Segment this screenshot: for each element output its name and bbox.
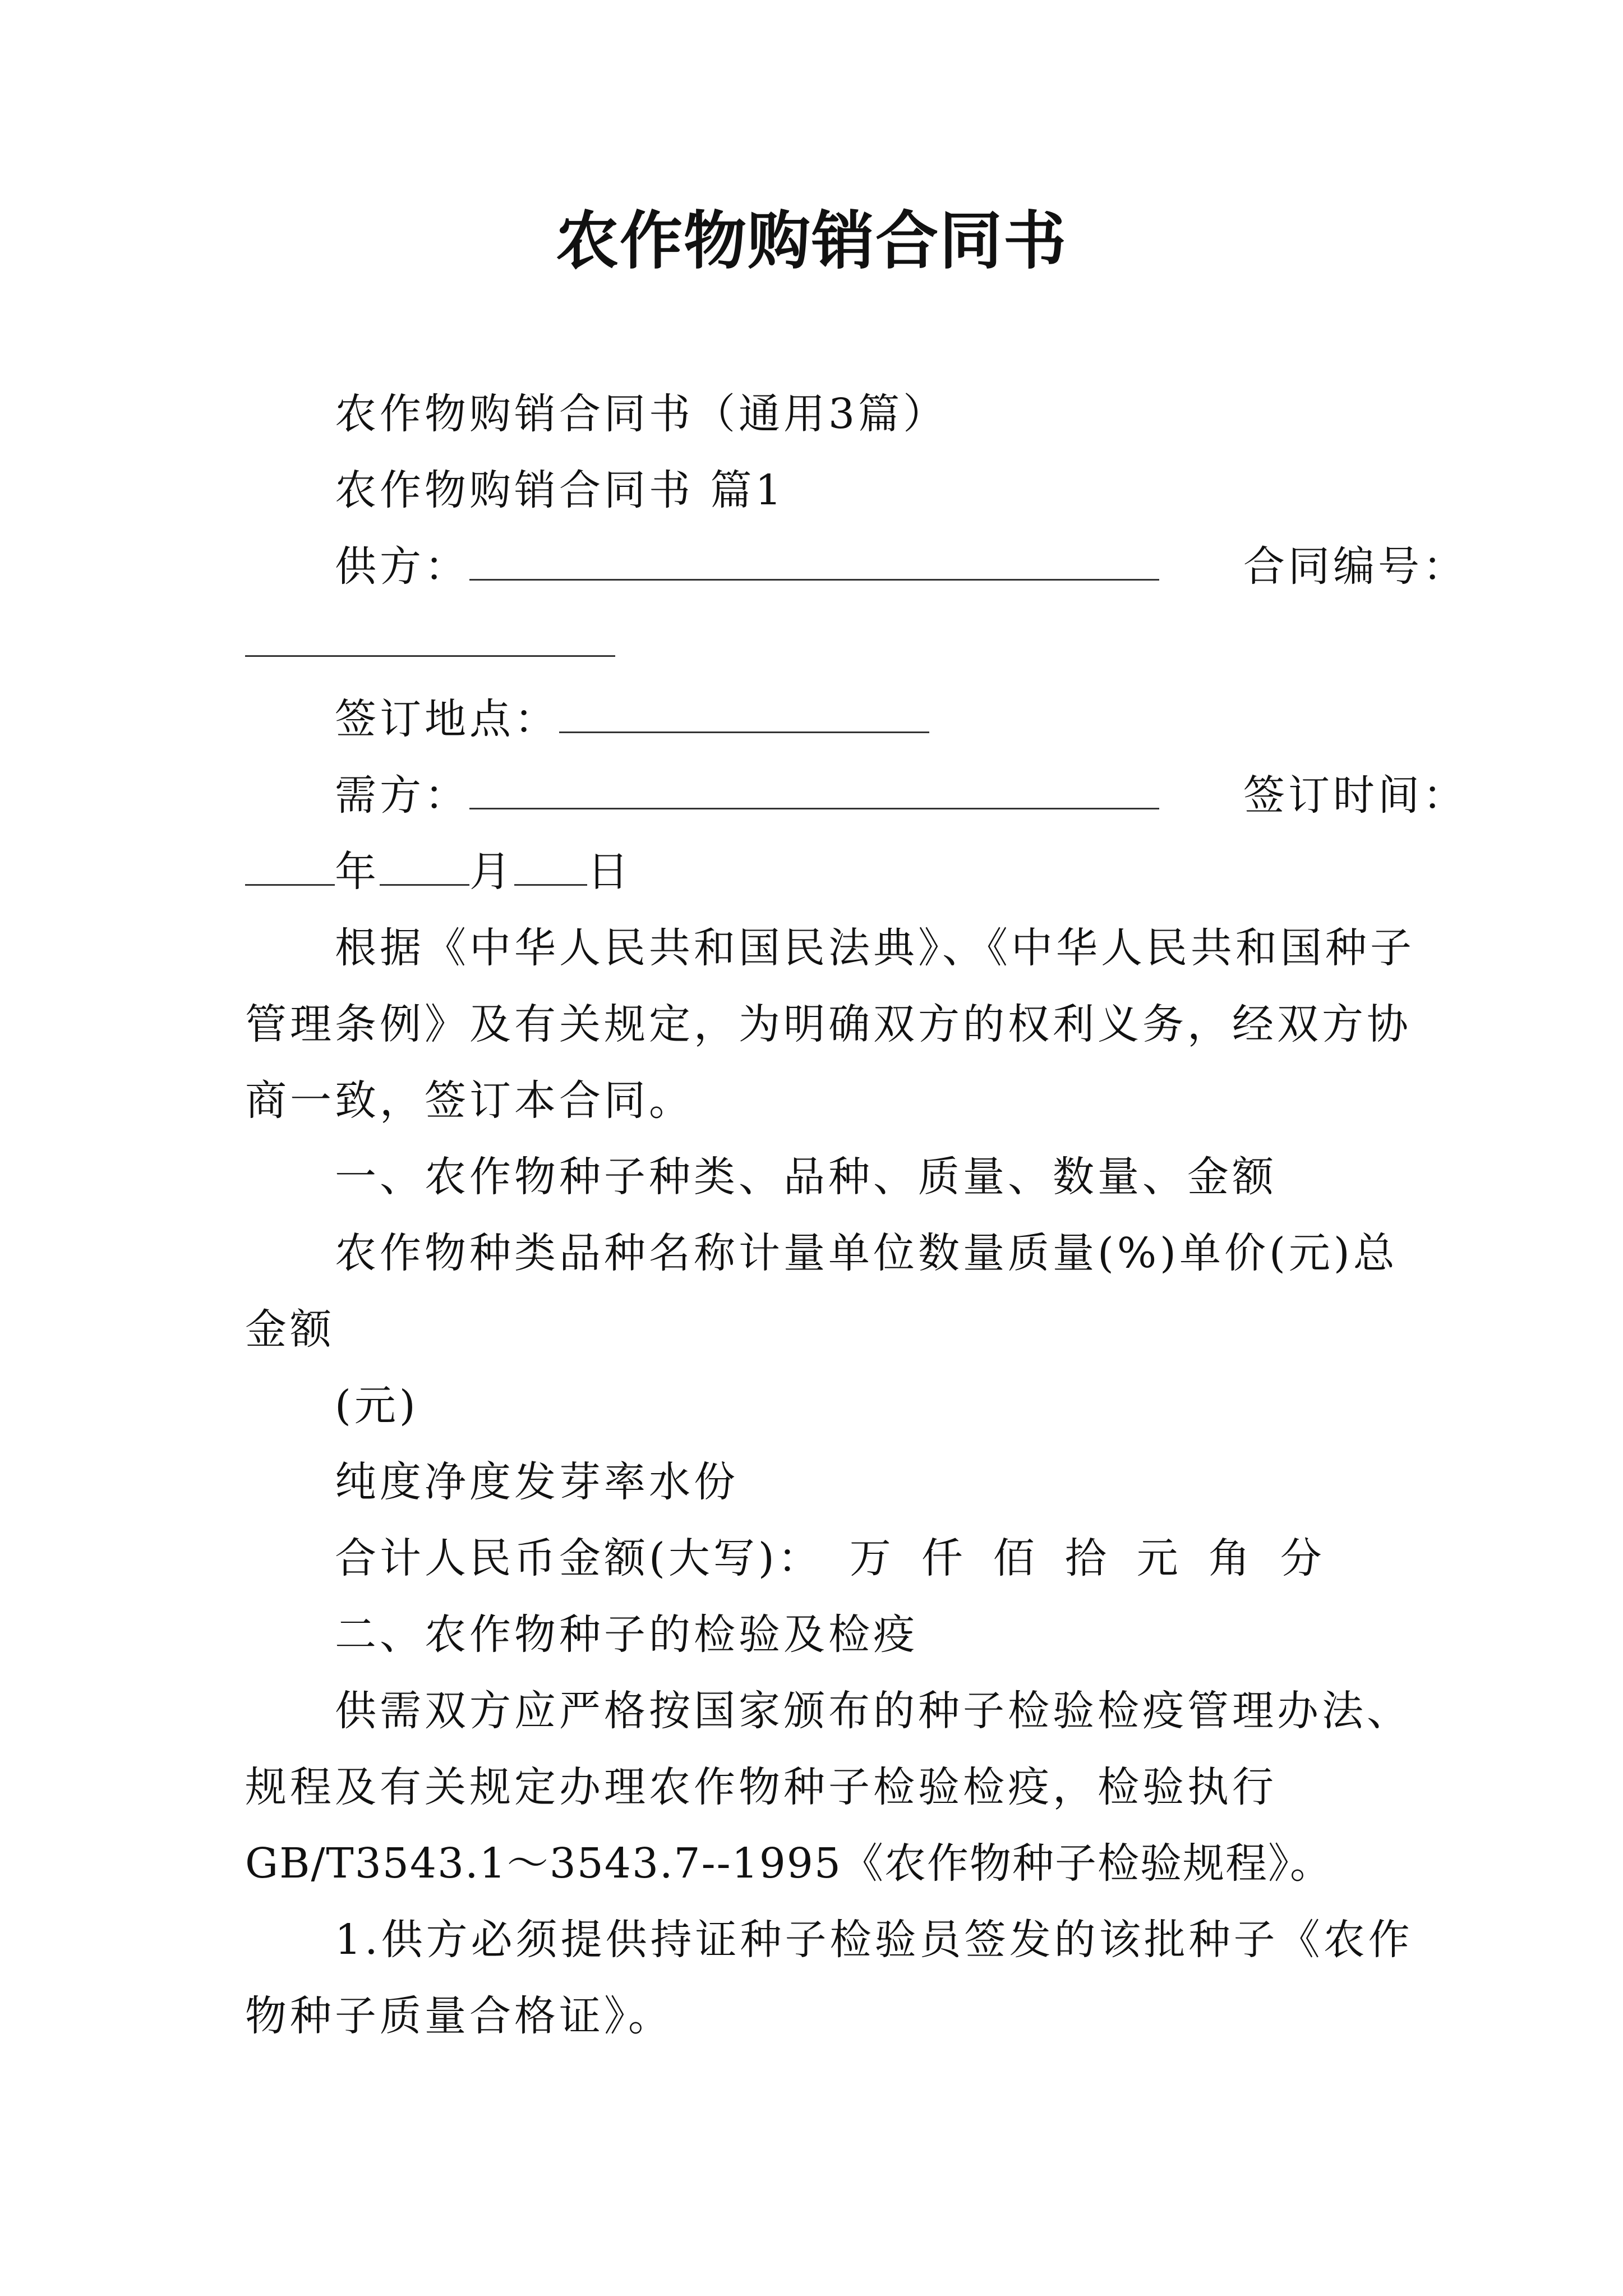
table-header-line: 农作物种类品种名称计量单位数量质量(%)单价(元)总 xyxy=(335,1229,1398,1277)
sign-date-row xyxy=(245,834,1378,910)
month-blank xyxy=(380,852,469,886)
year-blank xyxy=(245,852,335,886)
unit-wan: 万 xyxy=(849,1534,895,1582)
year-label: 年 xyxy=(335,848,380,896)
total-amount-row xyxy=(245,1520,1378,1596)
table-header-line: 金额 xyxy=(245,1305,335,1354)
sign-place-blank xyxy=(559,699,929,733)
para2-line: 规程及有关规定办理农作物种子检验检疫，检验执行 xyxy=(245,1763,1277,1811)
unit-yuan: (元) xyxy=(335,1382,419,1430)
unit-yuan-char: 元 xyxy=(1136,1534,1182,1582)
supplier-label: 供方： xyxy=(335,542,469,591)
supplier-row xyxy=(245,528,1468,605)
document-body xyxy=(245,376,1468,2054)
day-blank xyxy=(514,852,587,886)
buyer-label: 需方： xyxy=(335,771,469,820)
supplier-blank xyxy=(469,546,1159,581)
sign-place-row xyxy=(245,681,1378,757)
quality-columns: 纯度净度发芽率水份 xyxy=(335,1458,739,1506)
heading-2: 二、农作物种子的检验及检疫 xyxy=(335,1611,918,1659)
subtitle: 农作物购销合同书（通用3篇） xyxy=(335,390,948,438)
para1-line: 管理条例》及有关规定，为明确双方的权利义务，经双方协 xyxy=(245,1000,1412,1048)
heading-1: 一、农作物种子种类、品种、质量、数量、金额 xyxy=(335,1153,1277,1201)
buyer-blank xyxy=(469,775,1159,809)
item1-line: 物种子质量合格证》。 xyxy=(245,1992,673,2040)
para1-line: 商一致，签订本合同。 xyxy=(245,1076,694,1125)
para1-line: 根据《中华人民共和国民法典》、《中华人民共和国种子 xyxy=(335,924,1415,972)
unit-fen: 分 xyxy=(1280,1534,1325,1582)
para2-line: GB/T3543.1～3543.7--1995《农作物种子检验规程》。 xyxy=(245,1839,1332,1888)
contract-no-blank xyxy=(245,623,615,657)
sign-time-label: 签订时间： xyxy=(1243,771,1468,820)
item1-line: 1.供方必须提供持证种子检验员签发的该批种子《农作 xyxy=(335,1916,1413,1964)
para2-line: 供需双方应严格按国家颁布的种子检验检疫管理办法、 xyxy=(335,1687,1412,1735)
unit-jiao: 角 xyxy=(1208,1534,1253,1582)
buyer-row xyxy=(245,757,1468,834)
sign-place-label: 签订地点： xyxy=(335,695,559,743)
document-title: 农作物购销合同书 xyxy=(556,204,1067,278)
total-label: 合计人民币金额(大写)： xyxy=(335,1534,823,1582)
section-heading: 农作物购销合同书 篇1 xyxy=(335,466,785,514)
unit-bai: 佰 xyxy=(993,1534,1038,1582)
unit-qian: 仟 xyxy=(921,1534,966,1582)
day-label: 日 xyxy=(587,848,632,896)
contract-no-label: 合同编号： xyxy=(1243,542,1468,591)
unit-shi: 拾 xyxy=(1064,1534,1110,1582)
contract-no-row xyxy=(245,605,1378,681)
month-label: 月 xyxy=(469,848,514,896)
